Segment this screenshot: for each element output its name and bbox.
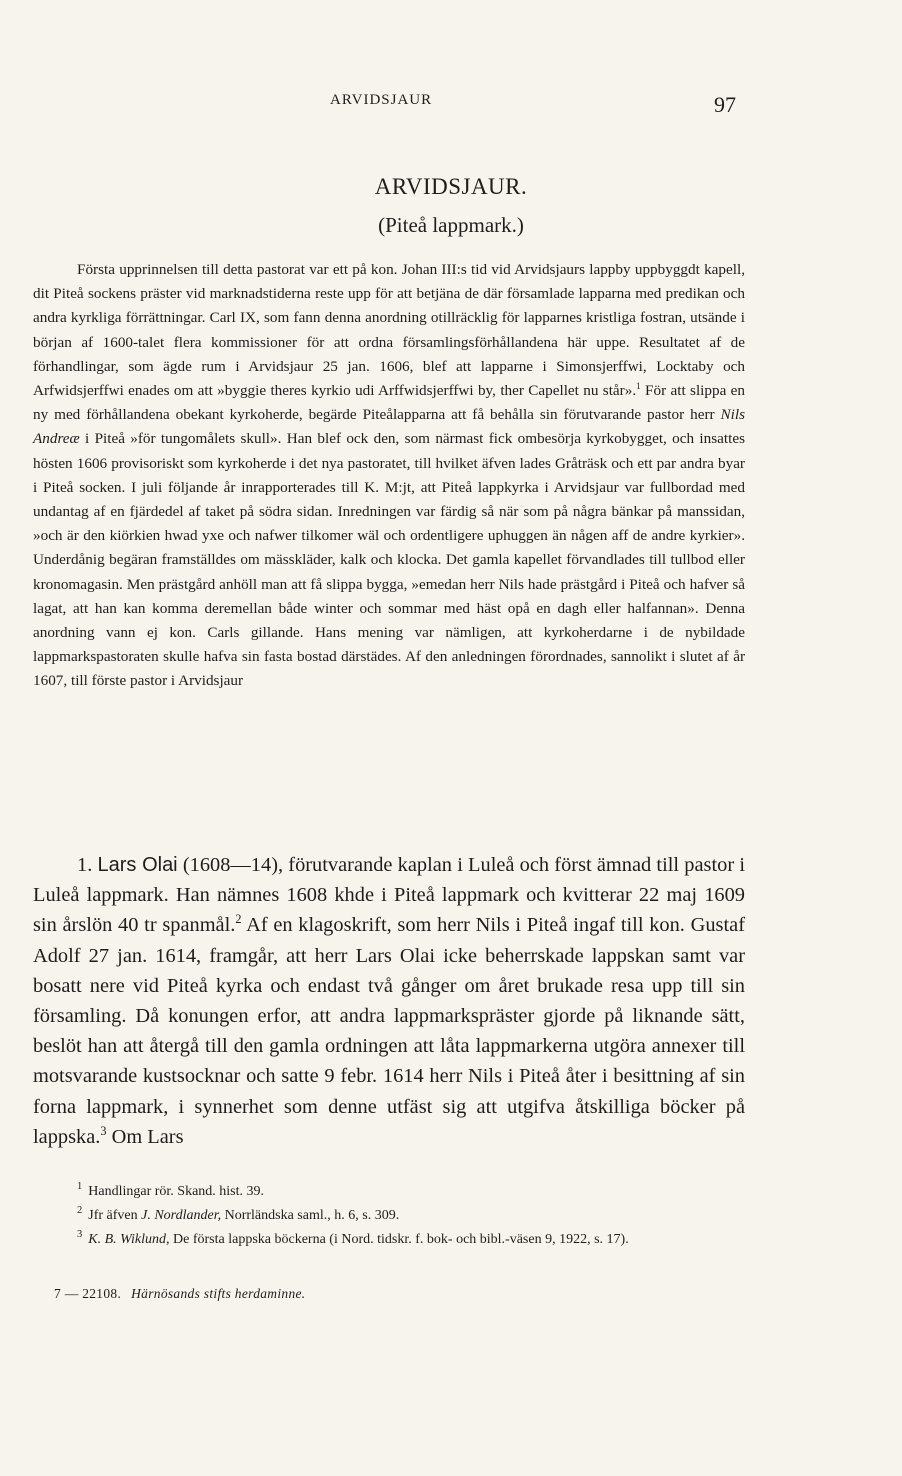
footnote-ref-1: 1 [636, 380, 641, 391]
signature-code: 7 — 22108. [54, 1286, 122, 1301]
footnote-number: 2 [77, 1205, 83, 1217]
entry-text-2: Af en klagoskrift, som herr Nils i Piteå ingaf till kon. Gustaf Adolf 27 jan. 1614, framgår, att herr Lars Olai icke beherrskade lappskan samt var bosatt nere vid Piteå kyrka och endast två gånger om året brukade resa upp till sin församling. Då konungen erfor, att andra lappmarkspräster gjorde på liknande sätt, beslöt han att återgå till den gamla ordningen att låta lappmarkerna utgöra annexer till motsvarande kustsocknar och satte 9 febr. 1614 herr Nils i Piteå åter i besittning af sin forna lappmark, i synnerhet som denne utfäst sig att utgifva åtskilliga böcker på lappska. [33, 914, 745, 1148]
footnote-text: Norrländska saml., h. 6, s. 309. [221, 1208, 400, 1223]
footnote [33, 1180, 745, 1204]
footnote-text: Jfr äfven [88, 1208, 142, 1223]
footnote-number: 1 [77, 1181, 83, 1193]
intro-text-1: Första upprinnelsen till detta pastorat var ett på kon. Johan III:s tid vid Arvidsjaurs lappby uppbyggdt kapell, dit Piteå sockens präster vid marknadstiderna reste upp för att betjäna de där församlade lapparna med predikan och andra kyrkliga förrättningar. Carl IX, som fann denna anordning otillräcklig för lapparnes kristliga fostran, utsände i början af 1600-talet flera kommissioner för att ordna församlingsförhållandena här uppe. Resultatet af de förhandlingar, som ägde rum i Arvidsjaur 25 jan. 1606, blef att lapparne i Simonsjerffwi, Locktaby och Arfwidsjerffwi enades om att »byggie theres kyrkio udi Arffwidsjerffwi by, ther Capellet nu står». [33, 261, 745, 400]
footnote-author: K. B. Wiklund, [88, 1232, 170, 1247]
entry-name: Lars Olai [97, 854, 178, 876]
entry-text-1: (1608—14), förutvarande kaplan i Luleå och först ämnad till pastor i Luleå lappmark. Han nämnes 1608 khde i Piteå lappmark och kvitterar 22 maj 1609 sin årslön 40 tr spanmål. [33, 854, 745, 937]
chapter-subtitle: (Piteå lappmark.) [378, 213, 524, 237]
series-title: Härnösands stifts herdaminne. [131, 1286, 306, 1301]
entry-number: 1. [77, 854, 93, 876]
footnote-author: J. Nordlander, [141, 1208, 222, 1223]
chapter-title: ARVIDSJAUR. [374, 174, 528, 199]
footnote-text: Handlingar rör. Skand. hist. 39. [88, 1184, 265, 1199]
running-head: ARVIDSJAUR [330, 92, 433, 108]
pastor-entry [33, 850, 745, 1152]
intro-text-2: För att slippa en ny med förhållandena obekant kyrkoherde, begärde Piteålapparna att få behålla sin förutvarande pastor herr [33, 382, 746, 424]
footnote [33, 1204, 745, 1228]
footnote-ref-2: 2 [235, 912, 242, 927]
footnote [33, 1228, 745, 1252]
footnotes [33, 1180, 745, 1252]
entry-text-3: Om Lars [106, 1125, 184, 1148]
footnote-text: De första lappska böckerna (i Nord. tidskr. f. bok- och bibl.-väsen 9, 1922, s. 17). [169, 1232, 629, 1247]
intro-text-3: i Piteå »för tungomålets skull». Han blef ock den, som närmast fick ombesörja kyrkobygget, och insattes hösten 1606 provisoriskt som kyrkoherde i det nya pastoratet, till hvilket äfven lades Gråträsk och ett par andra byar i Piteå socken. I juli följande år inrapporterades till K. M:jt, att Piteå lappkyrka i Arvidsjaur var fullbordad med undantag af en fjärdedel af taket på södra sidan. Inredningen var färdig så när som på några bänkar på manssidan, »och är den kiörkien hwad yxe och nafwer tilkomer wäl och ordentligere uphuggen än någen aff de andre kyrkier». Underdånig begäran framställdes om mässkläder, kalk och klocka. Det gamla kapellet förvandlades till tullbod eller kronomagasin. Men prästgård anhöll man att få slippa bygga, »emedan herr Nils hade prästgård i Piteå och hafver så lagat, att han kan komma deremellan både winter och sommar med häst opå en dagh eller halfannan». Denna anordning vann ej kon. Carls gillande. Hans mening var nämligen, att kyrkoherdarne i de nybildade lappmarkspastoraten skulle hafva sin fasta bostad därstädes. Af den anledningen förordnades, sannolikt i slutet af år 1607, till förste pastor i Arvidsjaur [33, 430, 745, 690]
intro-paragraph [33, 258, 745, 694]
footnote-ref-3: 3 [100, 1124, 107, 1139]
name-nils-andreae: Nils Andreæ [33, 406, 745, 448]
printer-signature [54, 1286, 305, 1302]
footnote-number: 3 [77, 1229, 83, 1241]
page-number: 97 [714, 92, 736, 117]
